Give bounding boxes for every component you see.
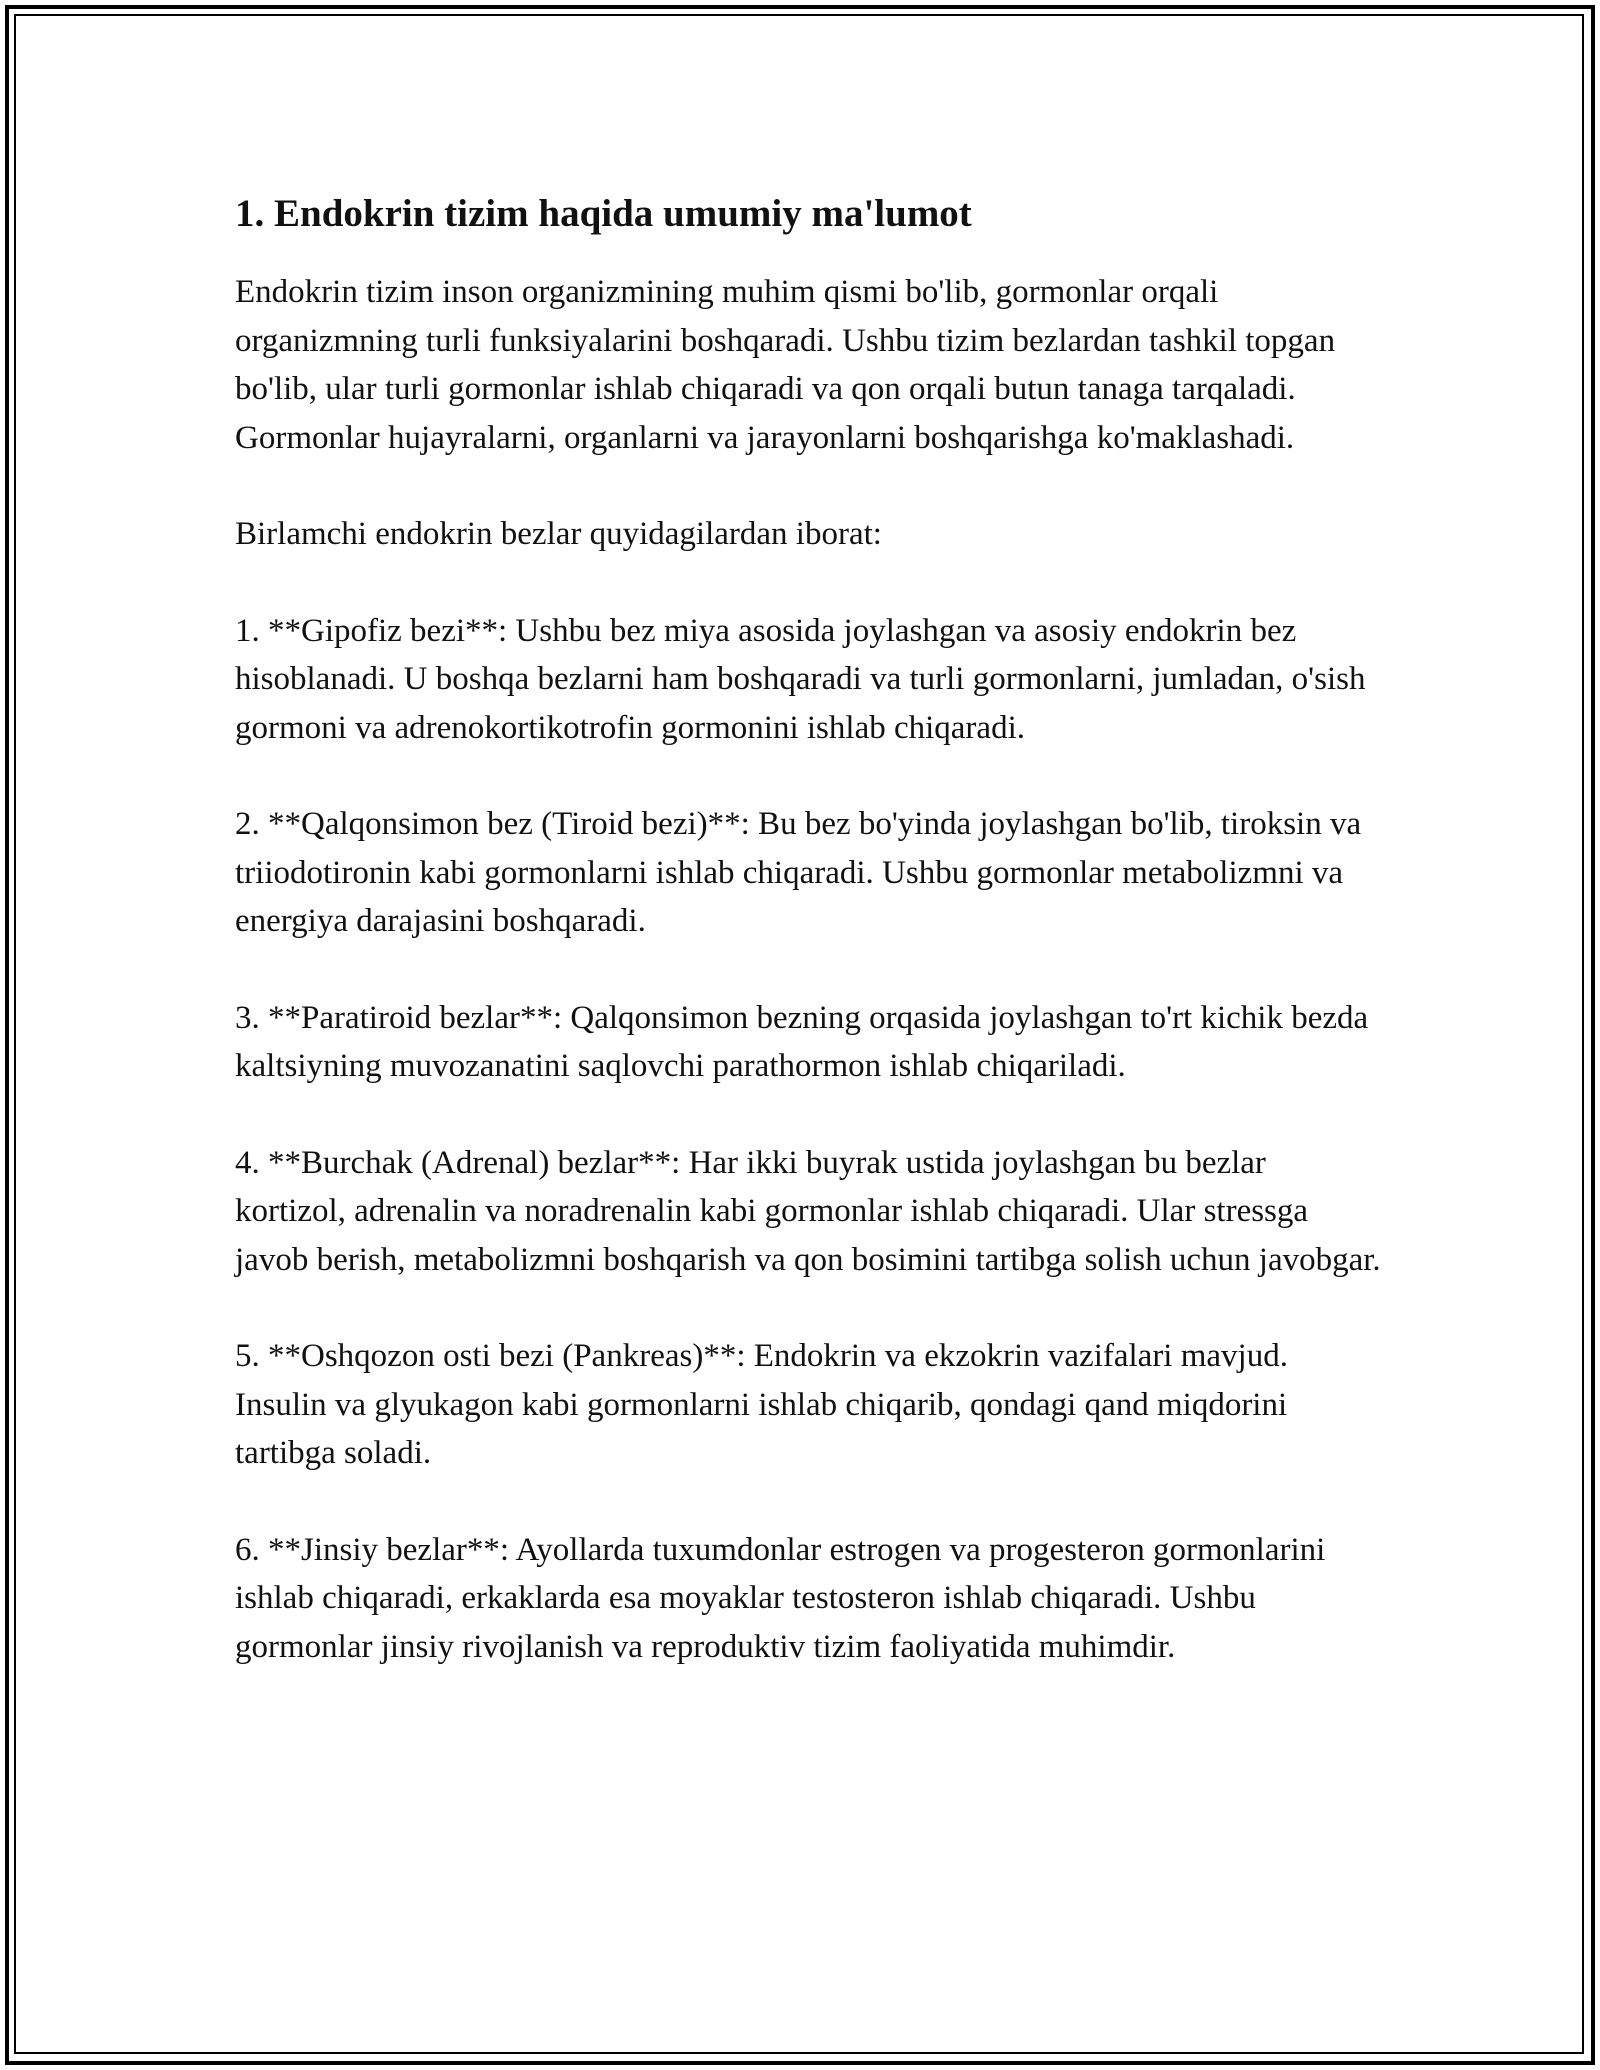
paragraph-gland-list-intro: Birlamchi endokrin bezlar quyidagilardan iborat: bbox=[235, 516, 882, 552]
list-item-gonads: 6. **Jinsiy bezlar**: Ayollarda tuxumdonlar estrogen va progesteron gormonlarini ishlab chiqaradi, erkaklarda esa moyaklar testosteron ishlab chiqaradi. Ushbu gormonlar jinsiy rivojlanish va reproduktiv tizim faoliyatida muhimdir. bbox=[235, 1531, 1326, 1665]
list-item-pituitary: 1. **Gipofiz bezi**: Ushbu bez miya asosida joylashgan va asosiy endokrin bez hisoblanadi. U boshqa bezlarni ham boshqaradi va turli gormonlarni, jumladan, o'sish gormoni va adrenokortikotrofin gormonini ishlab chiqaradi. bbox=[235, 612, 1366, 746]
paragraph-intro: Endokrin tizim inson organizmining muhim qismi bo'lib, gormonlar orqali organizmning turli funksiyalarini boshqaradi. Ushbu tizim bezlardan tashkil topgan bo'lib, ular turli gormonlar ishlab chiqaradi va qon orqali butun tanaga tarqaladi. Gormonlar hujayralarni, organlarni va jarayonlarni boshqarishga ko'maklashadi. bbox=[235, 274, 1336, 456]
list-item-thyroid: 2. **Qalqonsimon bez (Tiroid bezi)**: Bu bez bo'yinda joylashgan bo'lib, tiroksin va triiodotironin kabi gormonlarni ishlab chiqaradi. Ushbu gormonlar metabolizmni va energiya darajasini boshqaradi. bbox=[235, 806, 1362, 939]
list-item-parathyroid: 3. **Paratiroid bezlar**: Qalqonsimon bezning orqasida joylashgan to'rt kichik bezda kaltsiyning muvozanatini saqlovchi parathormon ishlab chiqariladi. bbox=[235, 999, 1369, 1084]
list-item-pancreas: 5. **Oshqozon osti bezi (Pankreas)**: Endokrin va ekzokrin vazifalari mavjud. Insulin va glyukagon kabi gormonlarni ishlab chiqarib, qondagi qand miqdorini tartibga soladi. bbox=[235, 1338, 1288, 1471]
section-heading: 1. Endokrin tizim haqida umumiy ma'lumot bbox=[235, 192, 972, 235]
document-body bbox=[235, 184, 1385, 1719]
list-item-adrenal: 4. **Burchak (Adrenal) bezlar**: Har ikki buyrak ustida joylashgan bu bezlar kortizol, adrenalin va noradrenalin kabi gormonlar ishlab chiqaradi. Ular stressga javob berish, metabolizmni boshqarish va qon bosimini tartibga solish uchun javobgar. bbox=[235, 1144, 1381, 1278]
